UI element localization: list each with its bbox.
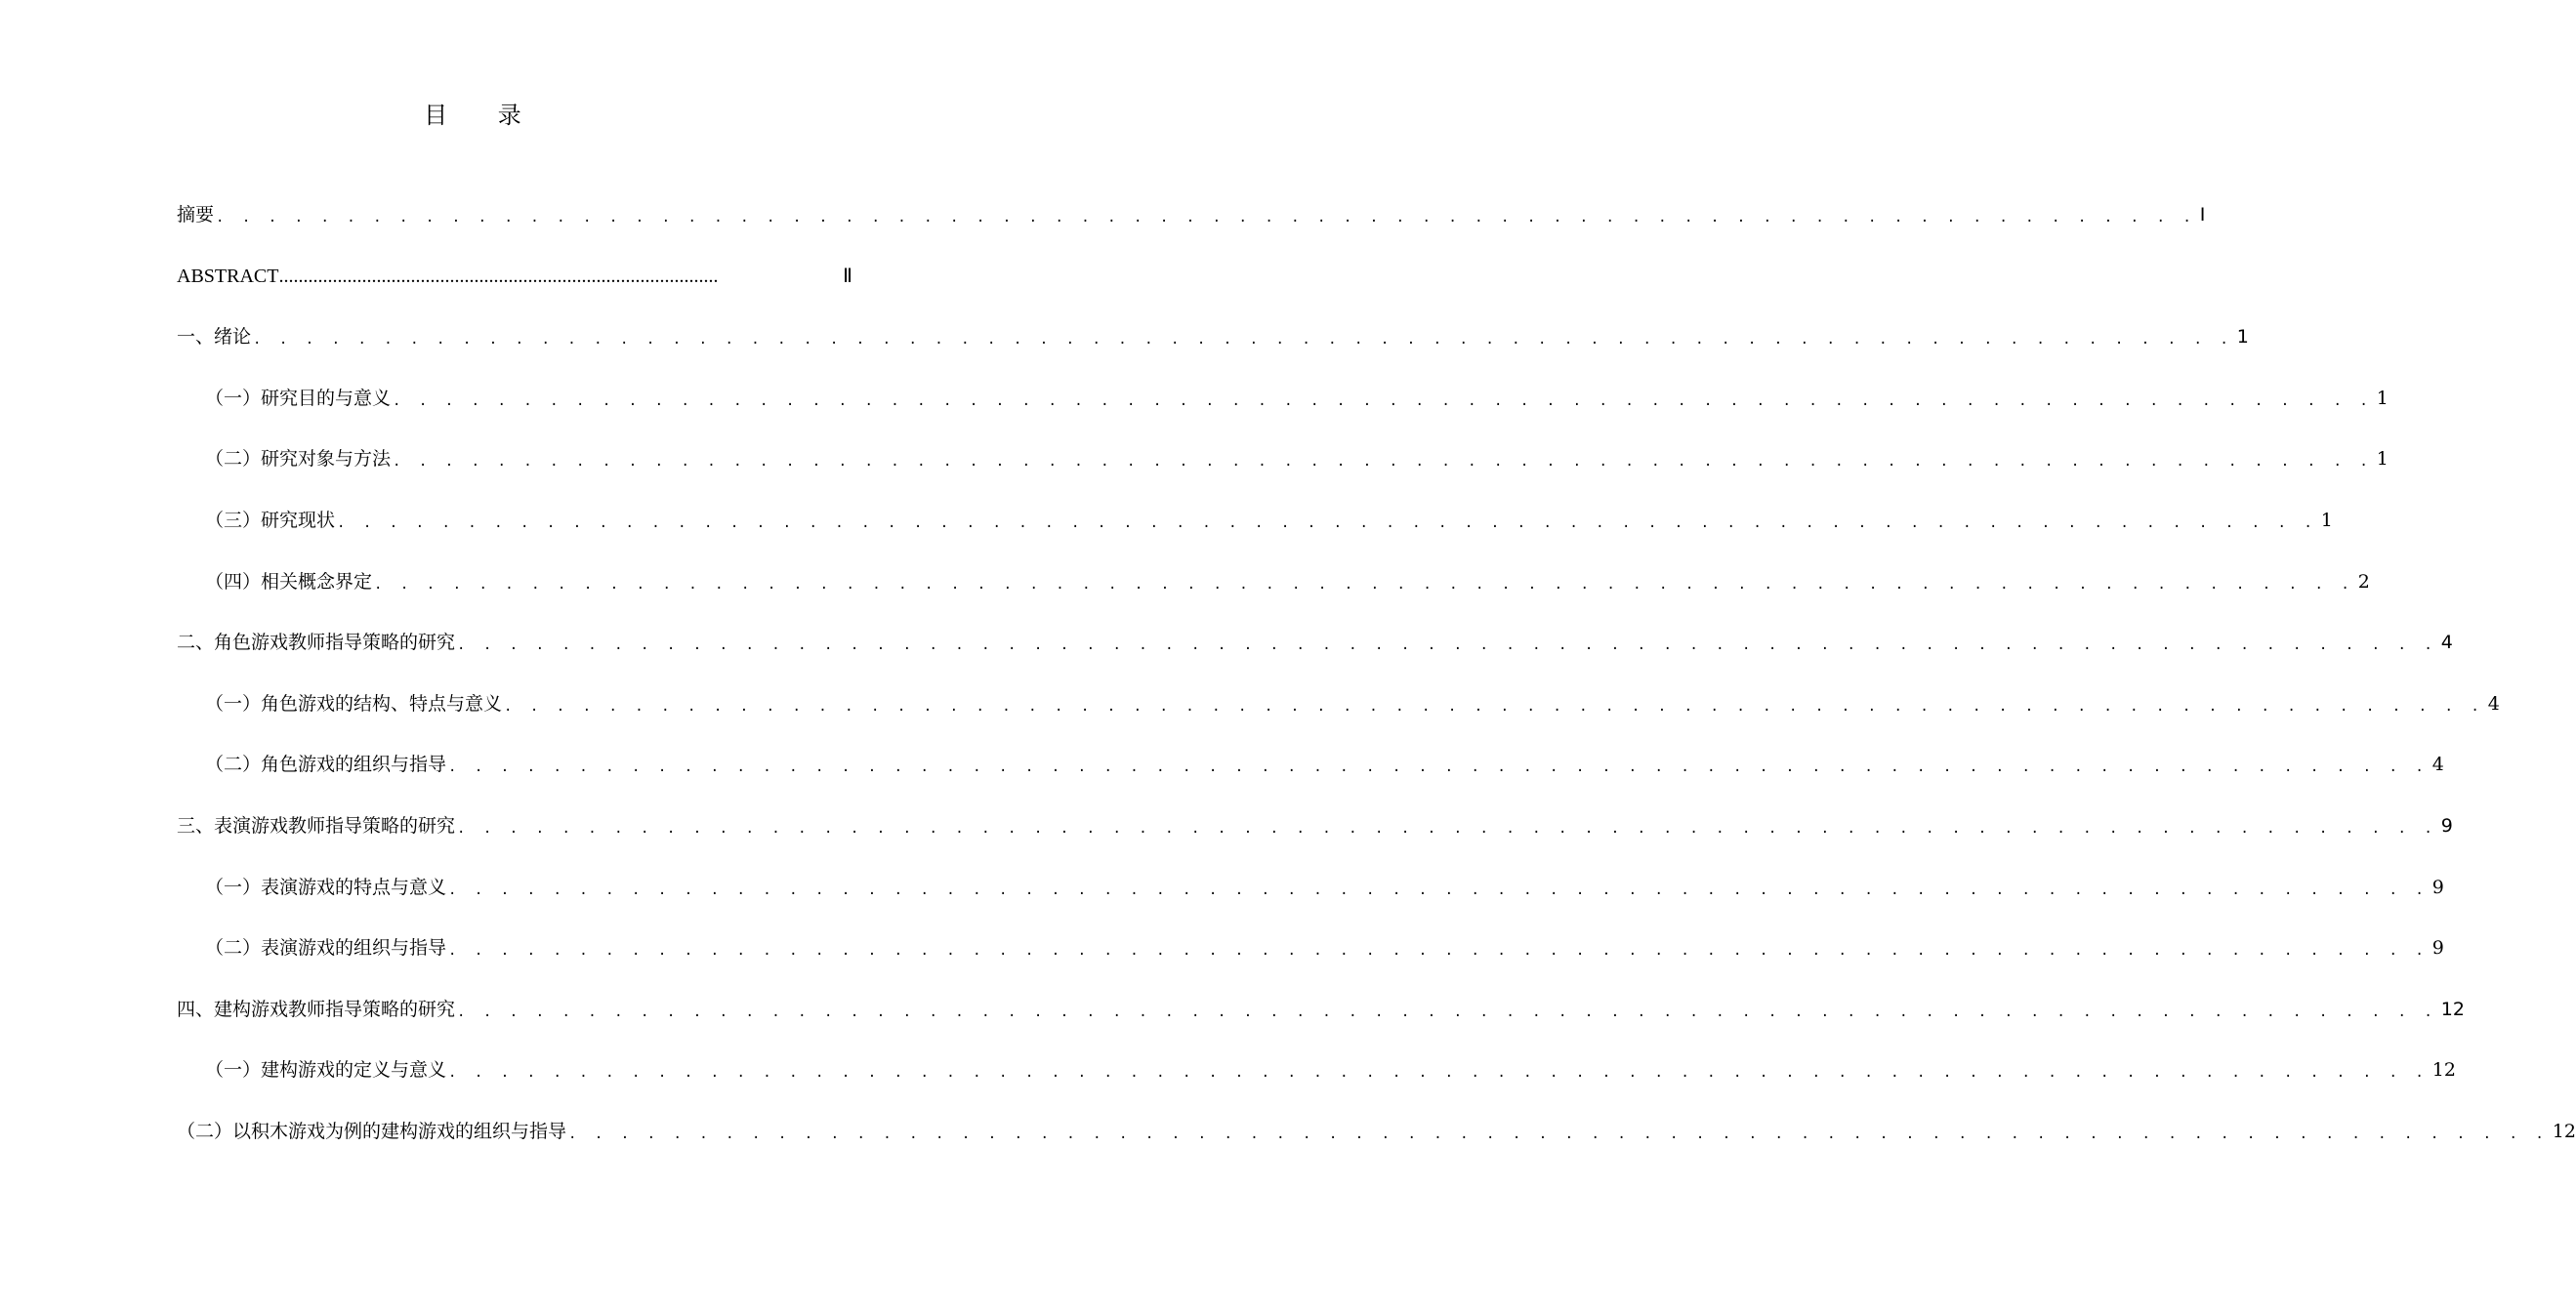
toc-entry-label: ABSTRACT — [177, 265, 279, 287]
toc-entry-abstract-cn[interactable] — [177, 195, 2206, 257]
toc-entry-abstract-en[interactable] — [177, 257, 852, 318]
toc-page-number: 2 — [2357, 570, 2370, 593]
toc-page-number: 9 — [2431, 937, 2444, 960]
toc-page-number: 4 — [2431, 754, 2444, 776]
toc-entry-section-2-1[interactable] — [205, 684, 2500, 746]
toc-entry-label: （一）表演游戏的特点与意义 — [205, 876, 447, 898]
toc-dot-leader: . . . . . . . . . . . . . . . . . . . . . . . . . . . . . . . . . . . . . . . . . . . . . . . . . . . . . . . . . . . . . . . . . . . . . . . . . . . . — [253, 332, 2233, 348]
toc-title: 目 录 — [424, 102, 543, 129]
toc-entry-section-1-3[interactable] — [205, 501, 2333, 562]
toc-entry-label: （二）以积木游戏为例的建构游戏的组织与指导 — [177, 1120, 567, 1142]
toc-dot-leader: . . . . . . . . . . . . . . . . . . . . . . . . . . . . . . . . . . . . . . . . . . . . . . . . . . . . . . . . . . . . . . . . . . . . . . . . . . . . — [393, 392, 2373, 409]
toc-entry-section-4-2[interactable] — [177, 1112, 2576, 1173]
toc-page-number: 1 — [2320, 509, 2333, 531]
toc-dot-leader: . . . . . . . . . . . . . . . . . . . . . . . . . . . . . . . . . . . . . . . . . . . . . . . . . . . . . . . . . . . . . . . . . . . . . . . . . . . . — [216, 210, 2196, 226]
toc-list — [0, 195, 2576, 1173]
toc-page-number: 4 — [2487, 692, 2500, 715]
toc-page-number: 12 — [2552, 1120, 2576, 1142]
toc-page-number: Ⅰ — [2199, 204, 2206, 226]
toc-entry-label: 二、角色游戏教师指导策略的研究 — [177, 632, 456, 654]
toc-entry-label: 摘要 — [177, 204, 215, 226]
toc-entry-section-4-1[interactable] — [205, 1050, 2456, 1112]
toc-dot-leader: . . . . . . . . . . . . . . . . . . . . . . . . . . . . . . . . . . . . . . . . . . . . . . . . . . . . . . . . . . . . . . . . . . . . . . . . . . . . — [568, 1126, 2549, 1142]
toc-page-number: 1 — [2376, 448, 2389, 471]
toc-entry-label: （一）研究目的与意义 — [205, 387, 392, 409]
toc-entry-label: （一）角色游戏的结构、特点与意义 — [205, 692, 503, 715]
toc-entry-label: （二）表演游戏的组织与指导 — [205, 937, 447, 960]
toc-dot-leader: . . . . . . . . . . . . . . . . . . . . . . . . . . . . . . . . . . . . . . . . . . . . . . . . . . . . . . . . . . . . . . . . . . . . . . . . . . . . — [457, 1004, 2437, 1020]
toc-dot-leader: . . . . . . . . . . . . . . . . . . . . . . . . . . . . . . . . . . . . . . . . . . . . . . . . . . . . . . . . . . . . . . . . . . . . . . . . . . . . — [448, 882, 2429, 898]
toc-page-number: 1 — [2376, 387, 2389, 409]
toc-entry-section-1-4[interactable] — [205, 562, 2370, 624]
toc-dot-leader: . . . . . . . . . . . . . . . . . . . . . . . . . . . . . . . . . . . . . . . . . . . . . . . . . . . . . . . . . . . . . . . . . . . . . . . . . . . . — [393, 454, 2373, 471]
toc-dot-leader: . . . . . . . . . . . . . . . . . . . . . . . . . . . . . . . . . . . . . . . . . . . . . . . . . . . . . . . . . . . . . . . . . . . . . . . . . . . . — [448, 759, 2429, 776]
toc-entry-label: 四、建构游戏教师指导策略的研究 — [177, 998, 456, 1020]
toc-page-number: 9 — [2440, 814, 2453, 837]
toc-dot-leader: . . . . . . . . . . . . . . . . . . . . . . . . . . . . . . . . . . . . . . . . . . . . . . . . . . . . . . . . . . . . . . . . . . . . . . . . . . . . — [374, 576, 2354, 593]
toc-page-number: 4 — [2440, 632, 2453, 654]
toc-dot-leader: . . . . . . . . . . . . . . . . . . . . . . . . . . . . . . . . . . . . . . . . . . . . . . . . . . . . . . . . . . . . . . . . . . . . . . . . . . . . — [457, 820, 2437, 837]
toc-entry-chapter-1[interactable] — [177, 317, 2249, 379]
toc-entry-chapter-3[interactable] — [177, 806, 2453, 868]
toc-dot-leader: .......................................................................................... — [278, 265, 719, 287]
toc-dot-leader: . . . . . . . . . . . . . . . . . . . . . . . . . . . . . . . . . . . . . . . . . . . . . . . . . . . . . . . . . . . . . . . . . . . . . . . . . . . . — [457, 637, 2437, 654]
toc-page-number: 9 — [2431, 876, 2444, 898]
toc-entry-label: （一）建构游戏的定义与意义 — [205, 1059, 447, 1082]
toc-page-number: 12 — [2440, 998, 2465, 1020]
toc-entry-section-1-1[interactable] — [205, 379, 2389, 440]
toc-page-number: 12 — [2431, 1059, 2456, 1082]
toc-dot-leader: . . . . . . . . . . . . . . . . . . . . . . . . . . . . . . . . . . . . . . . . . . . . . . . . . . . . . . . . . . . . . . . . . . . . . . . . . . . . — [448, 1065, 2429, 1082]
toc-dot-leader: . . . . . . . . . . . . . . . . . . . . . . . . . . . . . . . . . . . . . . . . . . . . . . . . . . . . . . . . . . . . . . . . . . . . . . . . . . . . — [337, 514, 2317, 531]
toc-entry-section-3-1[interactable] — [205, 868, 2444, 929]
toc-entry-section-3-2[interactable] — [205, 928, 2444, 990]
toc-entry-label: 一、绪论 — [177, 326, 252, 348]
toc-dot-leader: . . . . . . . . . . . . . . . . . . . . . . . . . . . . . . . . . . . . . . . . . . . . . . . . . . . . . . . . . . . . . . . . . . . . . . . . . . . . — [448, 943, 2429, 960]
toc-entry-label: 三、表演游戏教师指导策略的研究 — [177, 814, 456, 837]
toc-entry-label: （三）研究现状 — [205, 509, 336, 531]
toc-entry-label: （四）相关概念界定 — [205, 570, 373, 593]
toc-entry-chapter-2[interactable] — [177, 623, 2453, 684]
toc-entry-section-2-2[interactable] — [205, 745, 2444, 806]
toc-entry-label: （二）研究对象与方法 — [205, 448, 392, 471]
toc-entry-chapter-4[interactable] — [177, 990, 2465, 1051]
toc-dot-leader: . . . . . . . . . . . . . . . . . . . . . . . . . . . . . . . . . . . . . . . . . . . . . . . . . . . . . . . . . . . . . . . . . . . . . . . . . . . . — [504, 698, 2484, 715]
toc-entry-label: （二）角色游戏的组织与指导 — [205, 754, 447, 776]
toc-page-number: 1 — [2236, 326, 2249, 348]
toc-page-number: Ⅱ — [843, 265, 852, 287]
toc-entry-section-1-2[interactable] — [205, 439, 2389, 501]
